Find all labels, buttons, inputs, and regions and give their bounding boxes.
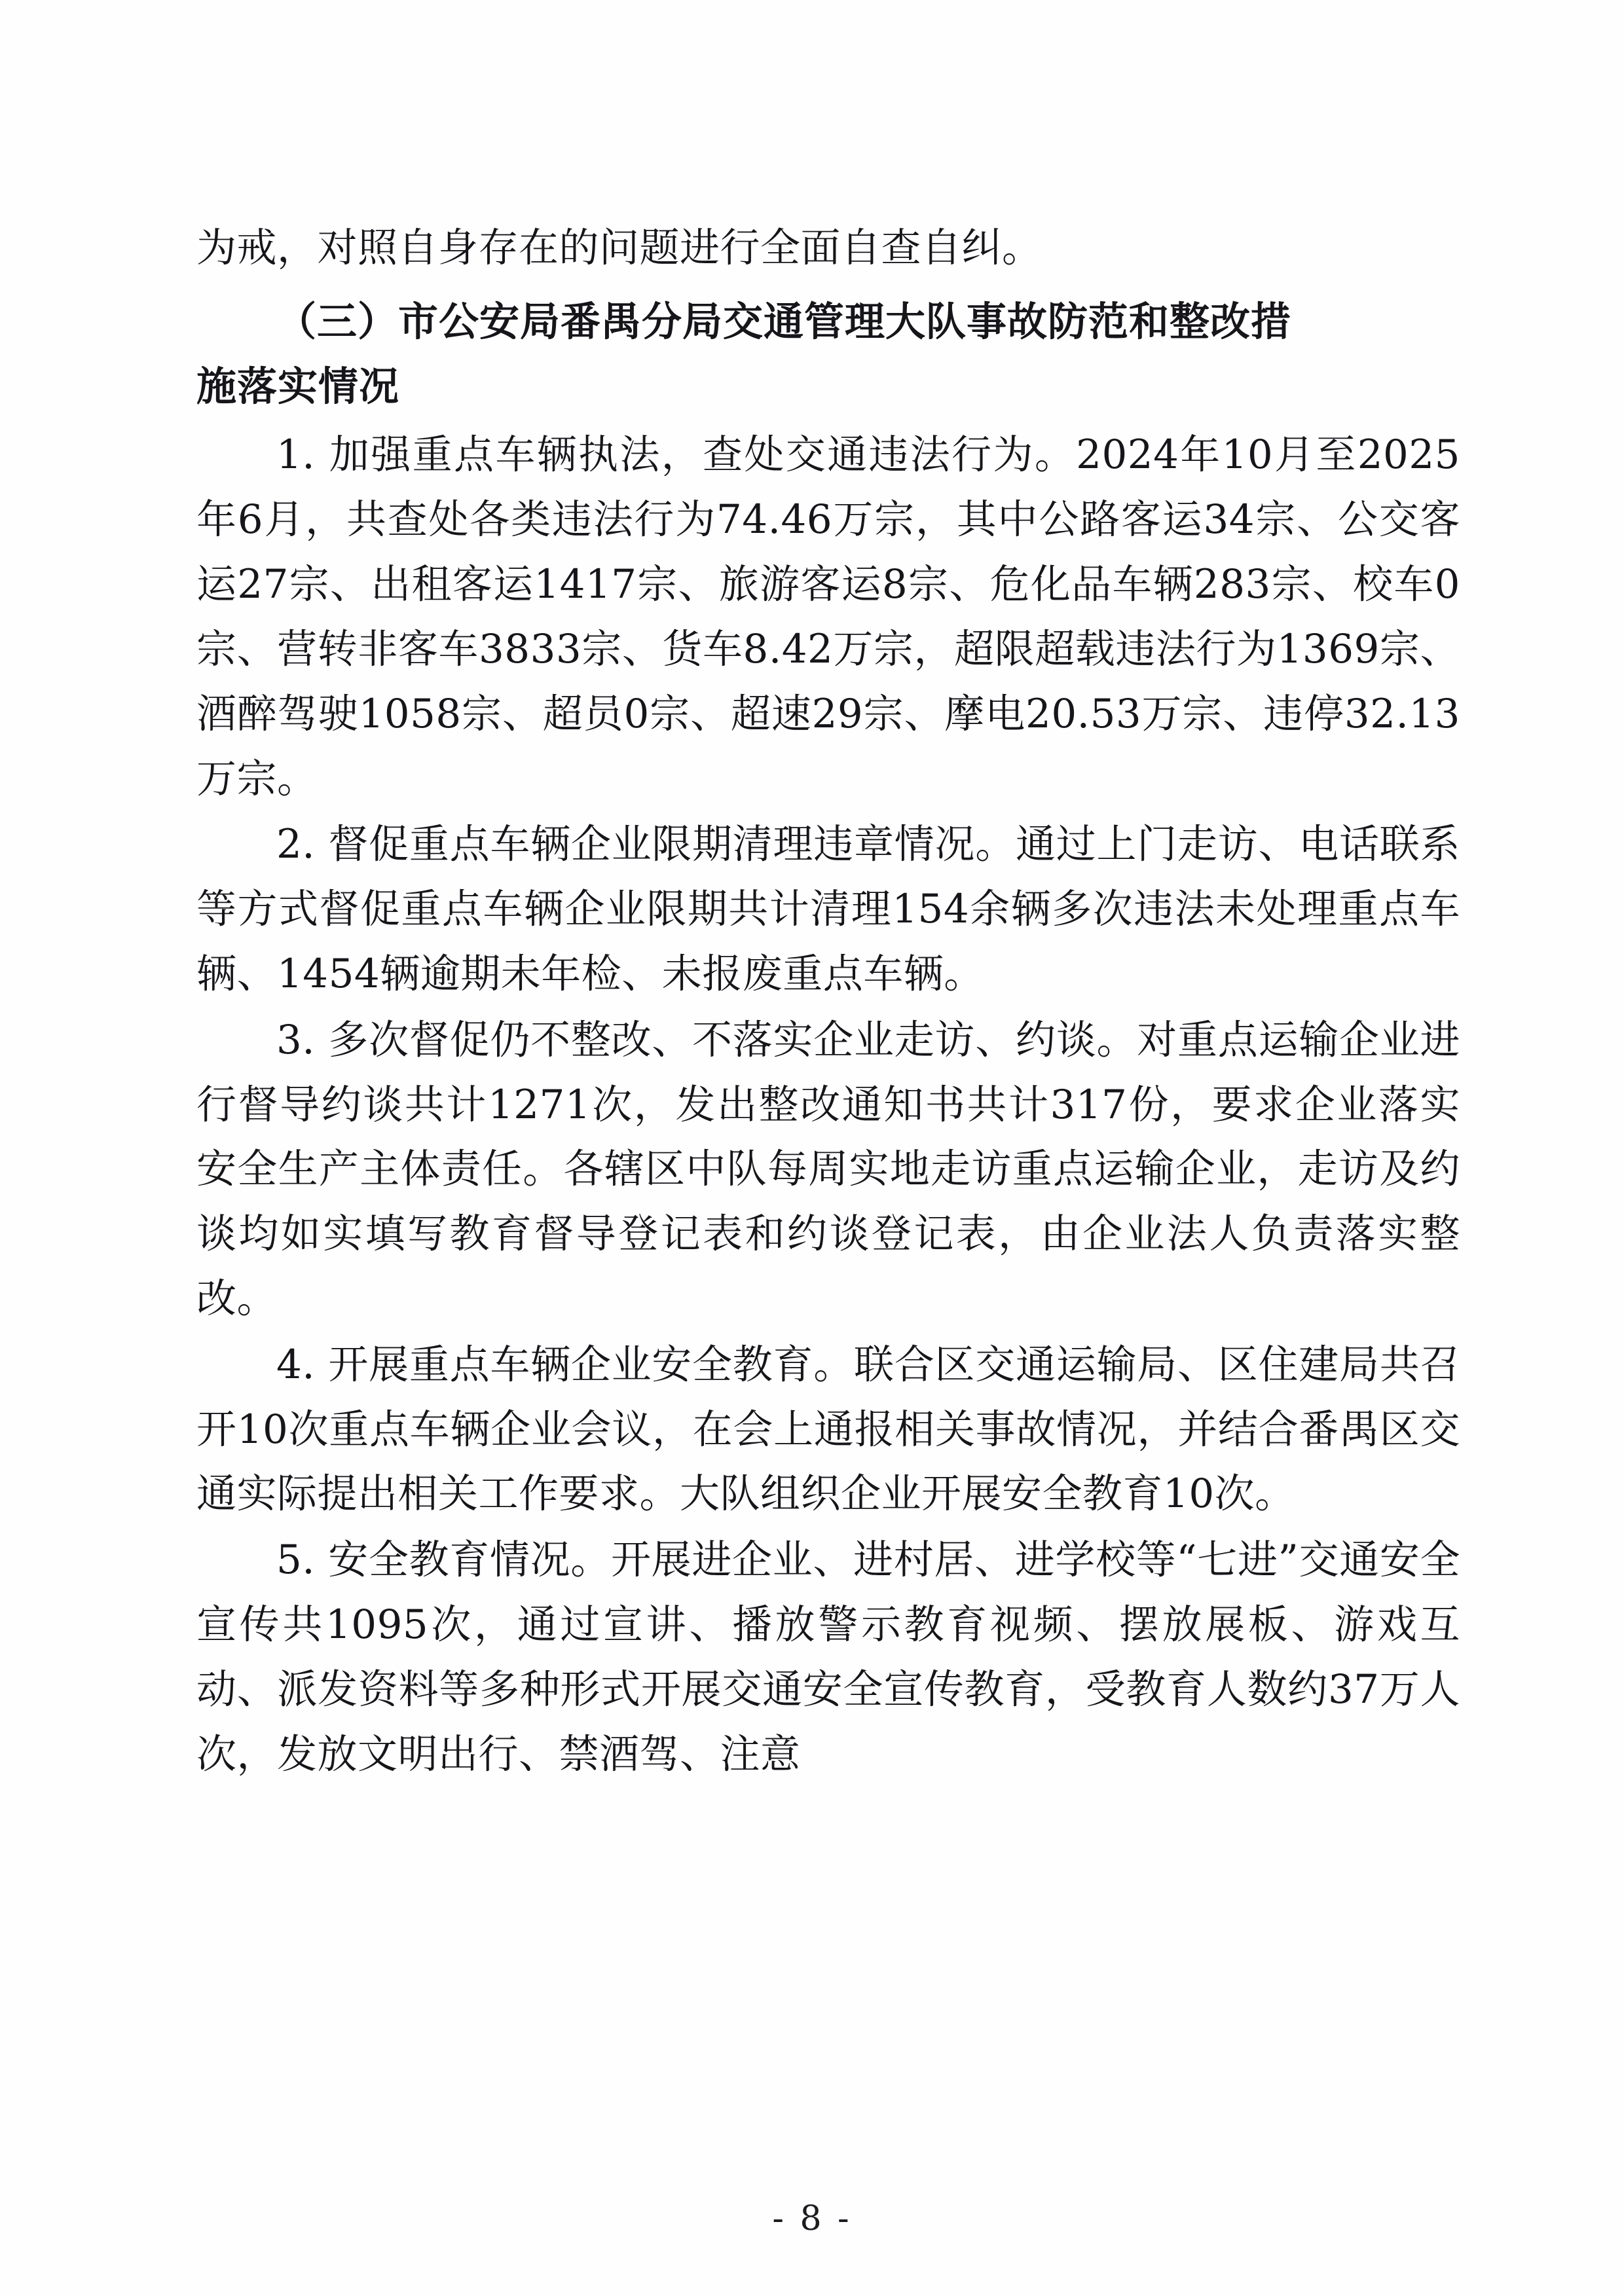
item-2-urge-enterprises-clear-violations: 2. 督促重点车辆企业限期清理违章情况。通过上门走访、电话联系等方式督促重点车辆企业限期共计清理154余辆多次违法未处理重点车辆、1454辆逾期未年检、未报废重点车辆。 — [196, 821, 1460, 997]
paragraph-continued-intro: 为戒，对照自身存在的问题进行全面自查自纠。 — [196, 225, 1043, 271]
section-heading-line1: （三）市公安局番禺分局交通管理大队事故防范和整改措 — [276, 298, 1292, 345]
section-heading-line2: 施落实情况 — [196, 363, 400, 410]
document-body — [196, 216, 1460, 1787]
item-1-key-vehicle-enforcement: 1. 加强重点车辆执法，查处交通违法行为。2024年10月至2025年6月，共查处各类违法行为74.46万宗，其中公路客运34宗、公交客运27宗、出租客运1417宗、旅游客运8宗、危化品车辆283宗、校车0宗、营转非客车3833宗、货车8.42万宗，超限超载违法行为1369宗、酒醉驾驶1058宗、超员0宗、超速29宗、摩电20.53万宗、违停32.13万宗。 — [196, 431, 1460, 802]
page-number: - 8 - — [772, 2199, 852, 2238]
item-5-safety-education-situation: 5. 安全教育情况。开展进企业、进村居、进学校等“七进”交通安全宣传共1095次，通过宣讲、播放警示教育视频、摆放展板、游戏互动、派发资料等多种形式开展交通安全宣传教育，受教育人数约37万人次，发放文明出行、禁酒驾、注意 — [196, 1537, 1460, 1777]
item-4-safety-education-for-enterprises: 4. 开展重点车辆企业安全教育。联合区交通运输局、区住建局共召开10次重点车辆企业会议，在会上通报相关事故情况，并结合番禺区交通实际提出相关工作要求。大队组织企业开展安全教育10次。 — [196, 1341, 1460, 1518]
section-heading-three — [196, 290, 1460, 420]
item-3-repeated-supervision-interviews: 3. 多次督促仍不整改、不落实企业走访、约谈。对重点运输企业进行督导约谈共计1271次，发出整改通知书共计317份，要求企业落实安全生产主体责任。各辖区中队每周实地走访重点运输企业，走访及约谈均如实填写教育督导登记表和约谈登记表，由企业法人负责落实整改。 — [196, 1016, 1460, 1322]
